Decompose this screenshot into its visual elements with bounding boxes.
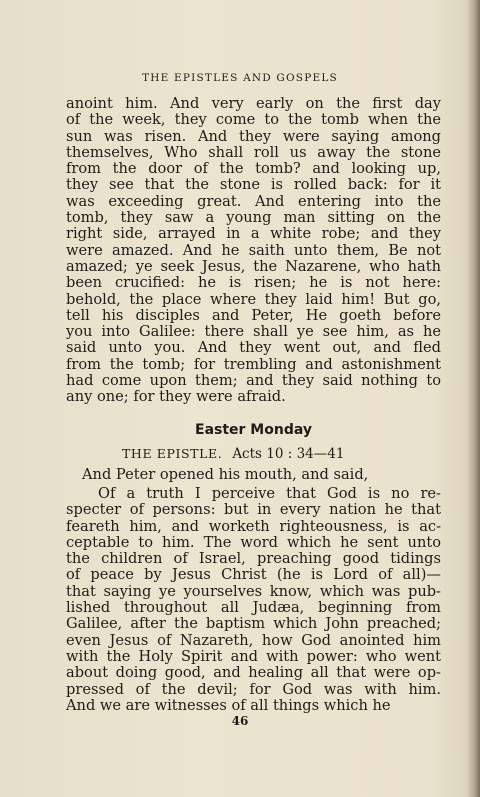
text-line: amazed; ye seek Jesus, the Nazarene, who hath [66,257,441,275]
text-line: was exceeding great. And entering into the [66,192,441,210]
text-line: lished throughout all Judæa, beginning from [66,599,441,617]
text-line: Galilee, after the baptism which John preached; [66,615,441,633]
page-body [66,96,441,714]
epistle-citation [66,444,441,464]
text-line: said unto you. And they went out, and fled [66,339,441,357]
running-head: THE EPISTLES AND GOSPELS [142,72,338,84]
text-line: ceptable to him. The word which he sent unto [66,533,441,551]
section-heading: Easter Monday [195,421,312,438]
text-line: any one; for they were afraid. [66,388,286,406]
page-number: 46 [231,714,249,728]
text-line: were amazed. And he saith unto them, Be not [66,241,441,259]
text-line: sun was risen. And they were saying among [66,127,441,145]
text-line: pressed of the devil; for God was with him. [66,680,441,698]
text-line: tell his disciples and Peter, He goeth before [66,306,441,324]
text-line: the children of Israel, preaching good tidings [66,550,441,568]
epistle-reference: Acts 10 : 34—41 [232,445,345,462]
text-line: from the door of the tomb? and looking up, [66,160,441,178]
text-line: tomb, they saw a young man sitting on the [66,209,441,227]
text-line: they see that the stone is rolled back: for it [66,176,441,194]
text-line: themselves, Who shall roll us away the stone [66,143,441,161]
epistle-label: THE EPISTLE. [122,445,223,461]
text-line: of the week, they come to the tomb when the [66,111,441,129]
text-line: you into Galilee: there shall ye see him, as he [66,323,441,341]
text-line: Of a truth I perceive that God is no re- [98,484,441,502]
text-line: been crucified: he is risen; he is not here: [66,274,441,292]
epistle-text [66,486,441,714]
text-line: behold, the place where they laid him! But go, [66,290,441,308]
text-line: had come upon them; and they said nothing to [66,372,441,390]
epistle-intro: And Peter opened his mouth, and said, [82,465,369,483]
text-line: that saying ye yourselves know, which was pub- [66,582,441,600]
text-line: from the tomb; for trembling and astonishment [66,355,441,373]
text-line: anoint him. And very early on the first day [66,95,441,112]
text-line: right side, arrayed in a white robe; and they [66,225,441,243]
text-line: specter of persons: but in every nation he that [66,501,441,519]
gospel-ending-text [66,96,441,406]
text-line: even Jesus of Nazareth, how God anointed him [66,631,441,649]
page-edge-shadow [466,0,480,797]
text-line: of peace by Jesus Christ (he is Lord of all)— [66,566,441,584]
text-line: about doing good, and healing all that were op- [66,664,441,682]
text-line: feareth him, and worketh righteousness, is ac- [66,517,441,535]
text-line: And we are witnesses of all things which he [66,696,391,714]
text-line: with the Holy Spirit and with power: who went [66,647,441,665]
